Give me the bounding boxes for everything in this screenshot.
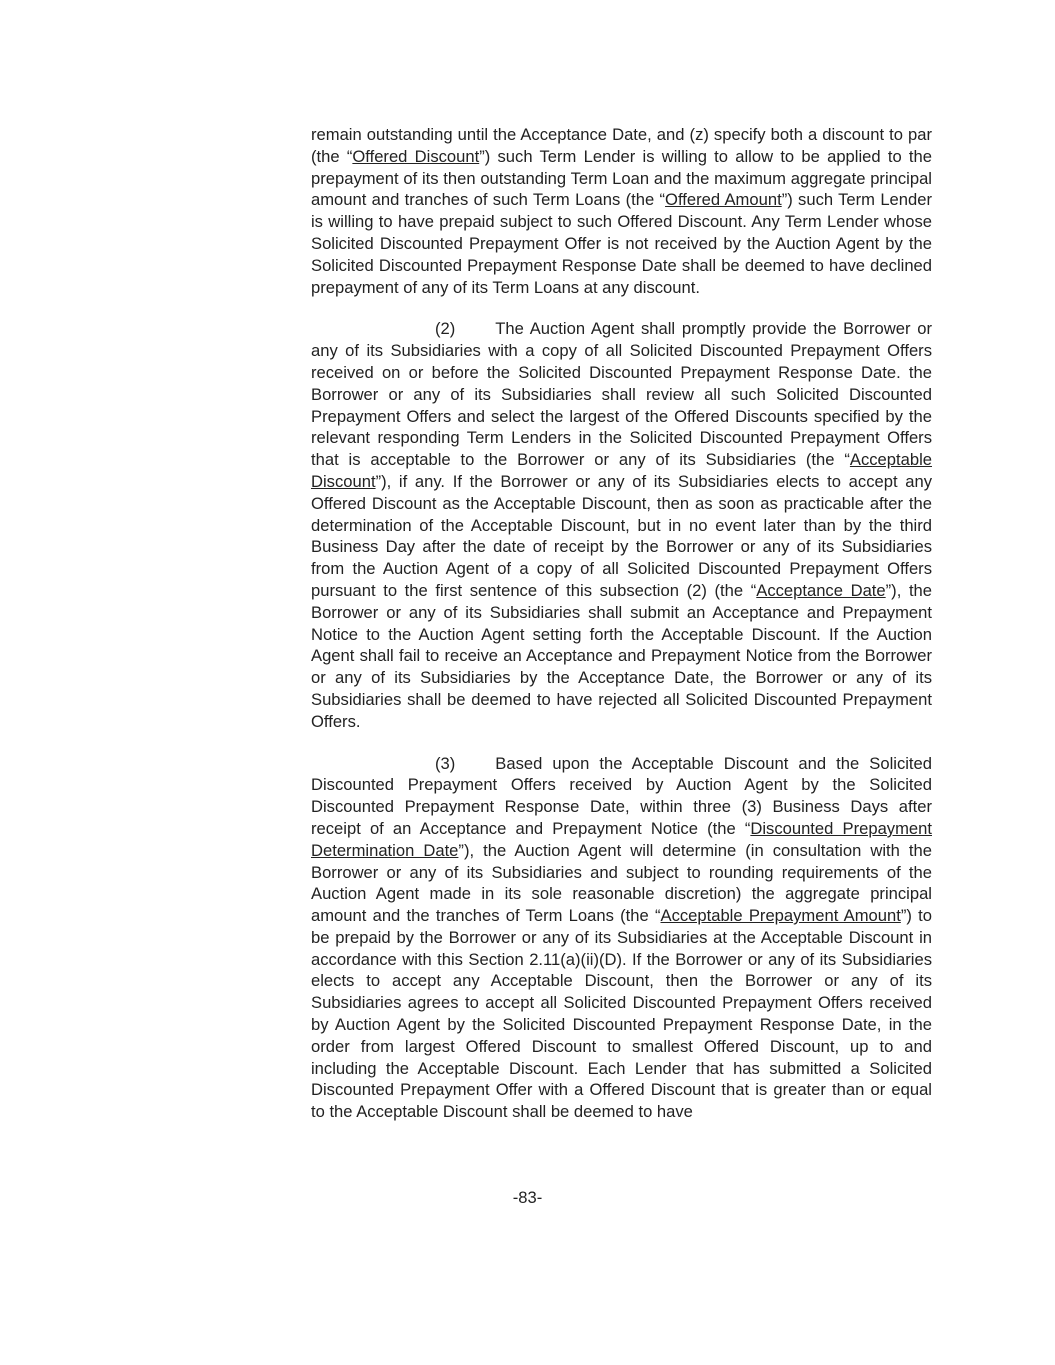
paragraph-text: ”) to be prepaid by the Borrower or any of its Subsidiaries at the Acceptable Discount in accordance with this Section 2.11(a)(ii)(D). If the Borrower or any of its Subsidiaries elects to accept any Acceptable Discount, then the Borrower or any of its Subsidiaries agrees to accept all Solicited Discounted Prepayment Offers received by Auction Agent by the Solicited Discounted Prepayment Response Date, in the order from largest Offered Discount to smallest Offered Discount, up to and including the Acceptable Discount. Each Lender that has submitted a Solicited Discounted Prepayment Offer with a Offered Discount that is greater than or equal to the Acceptable Discount shall be deemed to have [311, 906, 932, 1122]
paragraph-3 [311, 753, 932, 1124]
paragraph-text: Based upon the Acceptable Discount and the Solicited Discounted Prepayment Offers received by Auction Agent by the Solicited Discounted Prepayment Response Date, within three (3) Business Days after receipt of an Acceptance and Prepayment Notice (the “ [311, 753, 932, 838]
paragraph-text: ”), the Borrower or any of its Subsidiaries shall submit an Acceptance and Prepayment Notice to the Auction Agent setting forth the Acceptable Discount. If the Auction Agent shall fail to receive an Acceptance and Prepayment Notice from the Borrower or any of its Subsidiaries by the Acceptance Date, the Borrower or any of its Subsidiaries shall be deemed to have rejected all Solicited Discounted Prepayment Offers. [311, 580, 933, 731]
paragraph-text: ”) such Term Lender is willing to allow to be applied to the prepayment of its then outstanding Term Loan and the maximum aggregate principal amount and tranches of such Term Loans (the “ [311, 146, 932, 210]
defined-term-acceptable-prepayment-amount: Acceptable Prepayment Amount [660, 906, 901, 926]
paragraph-text: ”), if any. If the Borrower or any of its Subsidiaries elects to accept any Offered Discount as the Acceptable Discount, then as soon as practicable after the determination of the Acceptable Discount, but in no event later than by the third Business Day after the date of receipt by the Borrower or any of its Subsidiaries from the Auction Agent of a copy of all Solicited Discounted Prepayment Offers pursuant to the first sentence of this subsection (2) (the “ [311, 471, 932, 600]
paragraph-text: ”) such Term Lender is willing to have prepaid subject to such Offered Discount. Any Term Lender whose Solicited Discounted Prepayment Offer is not received by the Auction Agent by the Solicited Discounted Prepayment Response Date shall be deemed to have declined prepayment of any of its Term Loans at any discount. [311, 190, 932, 297]
defined-term-acceptable-discount: Acceptable Discount [311, 450, 932, 491]
defined-term-acceptance-date: Acceptance Date [756, 580, 886, 600]
paragraph-2 [311, 318, 932, 732]
document-body [311, 124, 932, 1123]
paragraph-text: remain outstanding until the Acceptance Date, and (z) specify both a discount to par (the “ [311, 125, 932, 166]
paragraph-text: The Auction Agent shall promptly provide the Borrower or any of its Subsidiaries with a copy of all Solicited Discounted Prepayment Offers received on or before the Solicited Discounted Prepayment Response Date. the Borrower or any of its Subsidiaries shall review all such Solicited Discounted Prepayment Offers and select the largest of the Offered Discounts specified by the relevant responding Term Lenders in the Solicited Discounted Prepayment Offers that is acceptable to the Borrower or any of its Subsidiaries (the “ [311, 319, 932, 470]
defined-term-discounted-prepayment-determination-date: Discounted Prepayment Determination Date [311, 818, 932, 860]
paragraph-number: (3) [435, 753, 456, 773]
defined-term-offered-discount: Offered Discount [352, 146, 480, 166]
paragraph-number: (2) [435, 319, 456, 339]
defined-term-offered-amount: Offered Amount [665, 190, 782, 210]
page-number: -83- [512, 1188, 543, 1207]
paragraph-continuation [311, 124, 932, 298]
paragraph-text: ”), the Auction Agent will determine (in consultation with the Borrower or any of its Subsidiaries and subject to rounding requirements of the Auction Agent made in its sole reasonable discretion) the aggregate principal amount and the tranches of Term Loans (the “ [311, 840, 932, 926]
